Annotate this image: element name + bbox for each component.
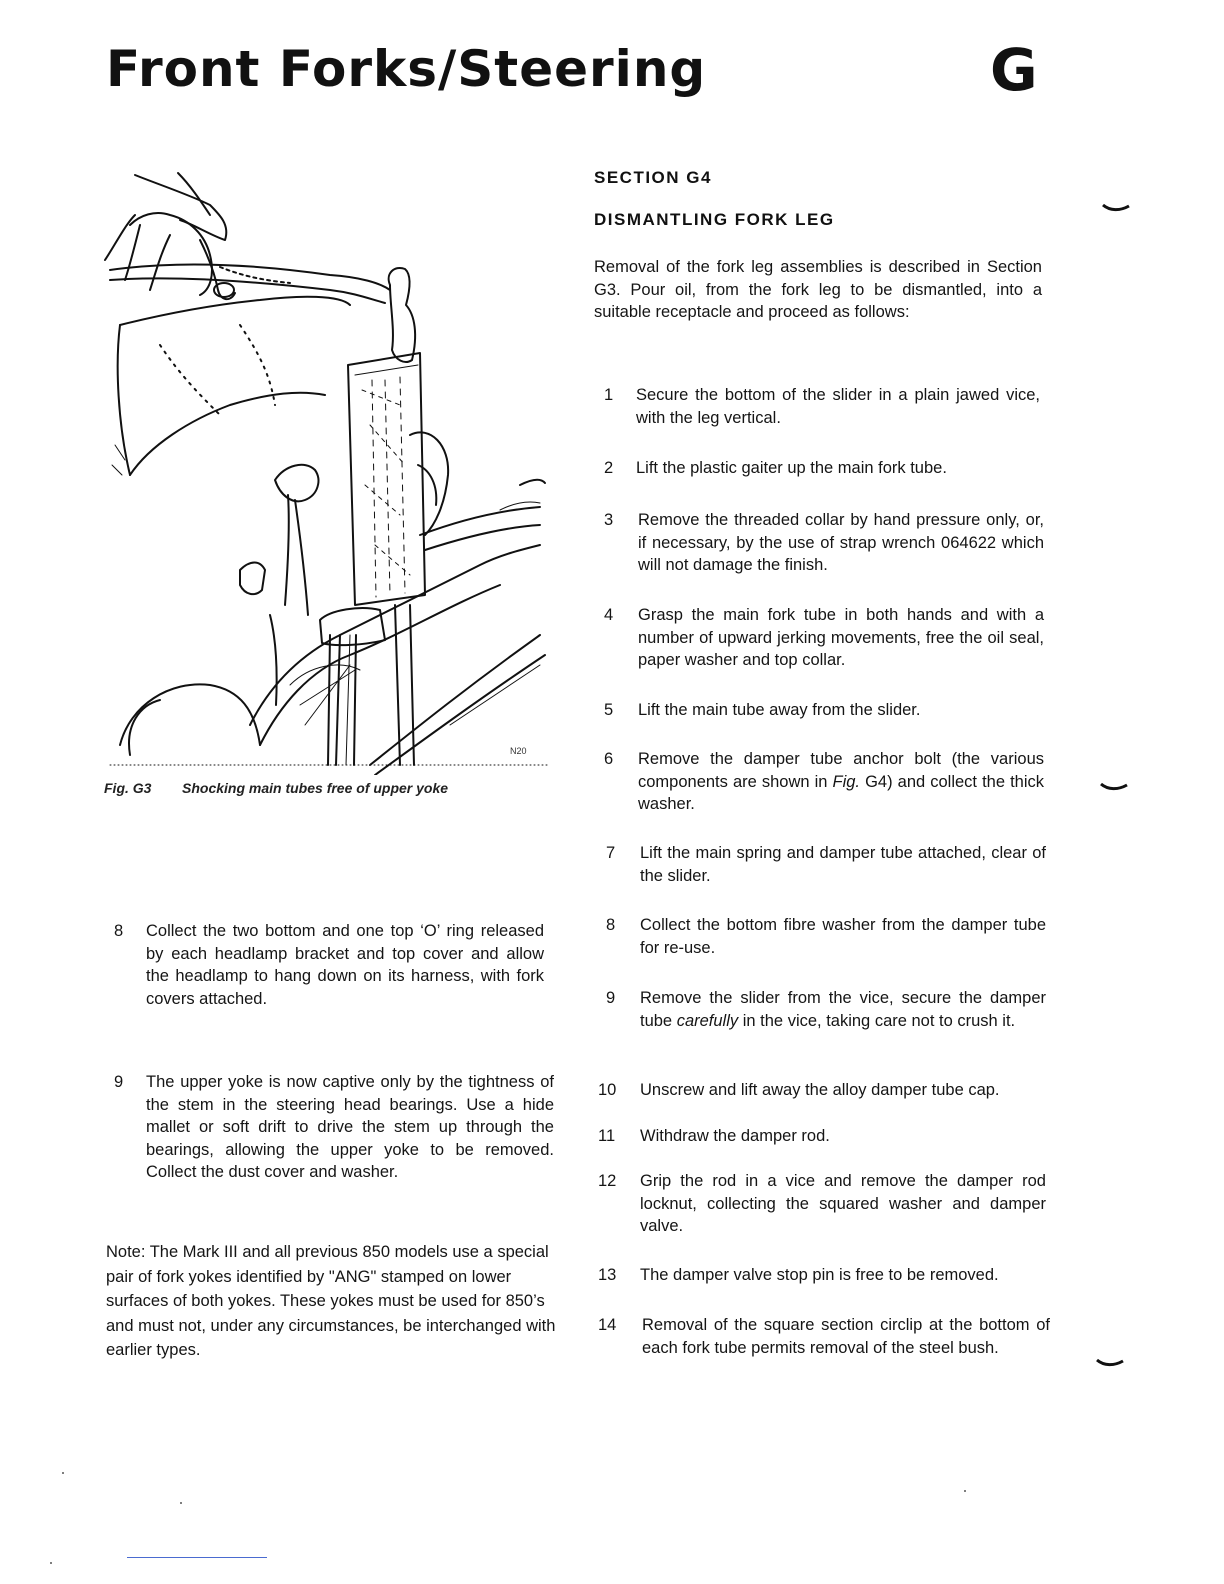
left-step-8: [114, 920, 554, 1012]
step-number: 3: [604, 511, 614, 529]
step-text: Secure the bottom of the slider in a plain jawed vice, with the leg vertical.: [636, 386, 1040, 427]
left-step-9: [114, 1071, 554, 1183]
section-letter: G: [990, 36, 1038, 104]
step-text: Lift the main tube away from the slider.: [638, 701, 921, 719]
step-text: Grasp the main fork tube in both hands and with a number of upward jerking movements, free the oil seal, paper washer and top collar.: [638, 606, 1044, 669]
step-text: Grip the rod in a vice and remove the damper rod locknut, collecting the squared washer and damper valve.: [640, 1172, 1046, 1235]
arm-sleeve: [120, 297, 350, 325]
figure-caption-number: Fig. G3: [104, 780, 152, 796]
step-text: Remove the threaded collar by hand pressure only, or, if necessary, by the use of strap wrench 064622 which will not damage the finish.: [638, 511, 1044, 574]
footer-rule: [127, 1557, 267, 1558]
scan-speck: [50, 1562, 52, 1564]
step-number: 9: [606, 989, 616, 1007]
step-number: 1: [604, 386, 614, 404]
intro-paragraph: Removal of the fork leg assemblies is described in Section G3. Pour oil, from the fork leg to be dismantled, into a suitable receptacle and proceed as follows:: [594, 258, 1042, 321]
step-text: Unscrew and lift away the alloy damper tube cap.: [640, 1081, 1000, 1099]
headlamp-shell: [120, 684, 260, 745]
scan-speck: [180, 1502, 182, 1504]
scan-speck: [964, 1490, 966, 1492]
binding-mark: [1100, 782, 1128, 792]
step-text: Collect the bottom fibre washer from the damper tube for re-use.: [640, 916, 1046, 957]
step-number: 6: [604, 750, 614, 768]
step-number: 14: [598, 1316, 617, 1334]
section-heading: DISMANTLING FORK LEG: [594, 210, 835, 229]
wood-block: [348, 353, 425, 605]
fork-tube-right: [328, 635, 330, 765]
step-number: 9: [114, 1073, 124, 1091]
step-text: Withdraw the damper rod.: [640, 1127, 830, 1145]
note-paragraph: Note: The Mark III and all previous 850 models use a special pair of fork yokes identified by "ANG" stamped on lower surfaces of both yokes. These yokes must be used for 850’s and must not, under any circumstances, be interchanged with earlier types.: [106, 1243, 556, 1359]
figure-illustration: [100, 165, 550, 775]
step-number: 13: [598, 1266, 617, 1284]
binding-mark: [1102, 203, 1130, 213]
step-text: Remove the damper tube anchor bolt (the various components are shown in Fig. G4) and collect the thick washer.: [638, 750, 1044, 813]
step-number: 2: [604, 459, 614, 477]
step-text: The damper valve stop pin is free to be removed.: [640, 1266, 999, 1284]
section-label: SECTION G4: [594, 168, 712, 187]
step-text: Collect the two bottom and one top ‘O’ ring released by each headlamp bracket and top cover and allow the headlamp to hang down on its harness, with fork covers attached.: [146, 922, 544, 1008]
binding-mark: [1096, 1358, 1124, 1368]
step-number: 8: [606, 916, 616, 934]
step-text: The upper yoke is now captive only by the tightness of the stem in the steering head bearings. Use a hide mallet or soft drift to drive the stem up through the bearings, allowing the upper yoke to be removed. Collect the dust cover and washer.: [146, 1073, 554, 1181]
scan-speck: [62, 1472, 64, 1474]
step-text: Lift the main spring and damper tube attached, clear of the slider.: [640, 844, 1046, 885]
illustration-code: N20: [510, 746, 527, 756]
step-number: 10: [598, 1081, 617, 1099]
upper-hand-outline: [135, 175, 226, 240]
figure-caption: [104, 780, 448, 796]
step-number: 11: [598, 1127, 616, 1145]
page-title: Front Forks/Steering: [106, 40, 707, 98]
step-text: Remove the slider from the vice, secure the damper tube carefully in the vice, taking care not to crush it.: [640, 989, 1046, 1030]
figure-caption-text: Shocking main tubes free of upper yoke: [182, 780, 449, 796]
step-text: Lift the plastic gaiter up the main fork tube.: [636, 459, 947, 477]
step-number: 7: [606, 844, 616, 862]
step-number: 5: [604, 701, 614, 719]
step-number: 4: [604, 606, 614, 624]
step-number: 12: [598, 1172, 617, 1190]
step-text: Removal of the square section circlip at the bottom of each fork tube permits removal of the steel bush.: [642, 1316, 1050, 1357]
step-number: 8: [114, 922, 124, 940]
